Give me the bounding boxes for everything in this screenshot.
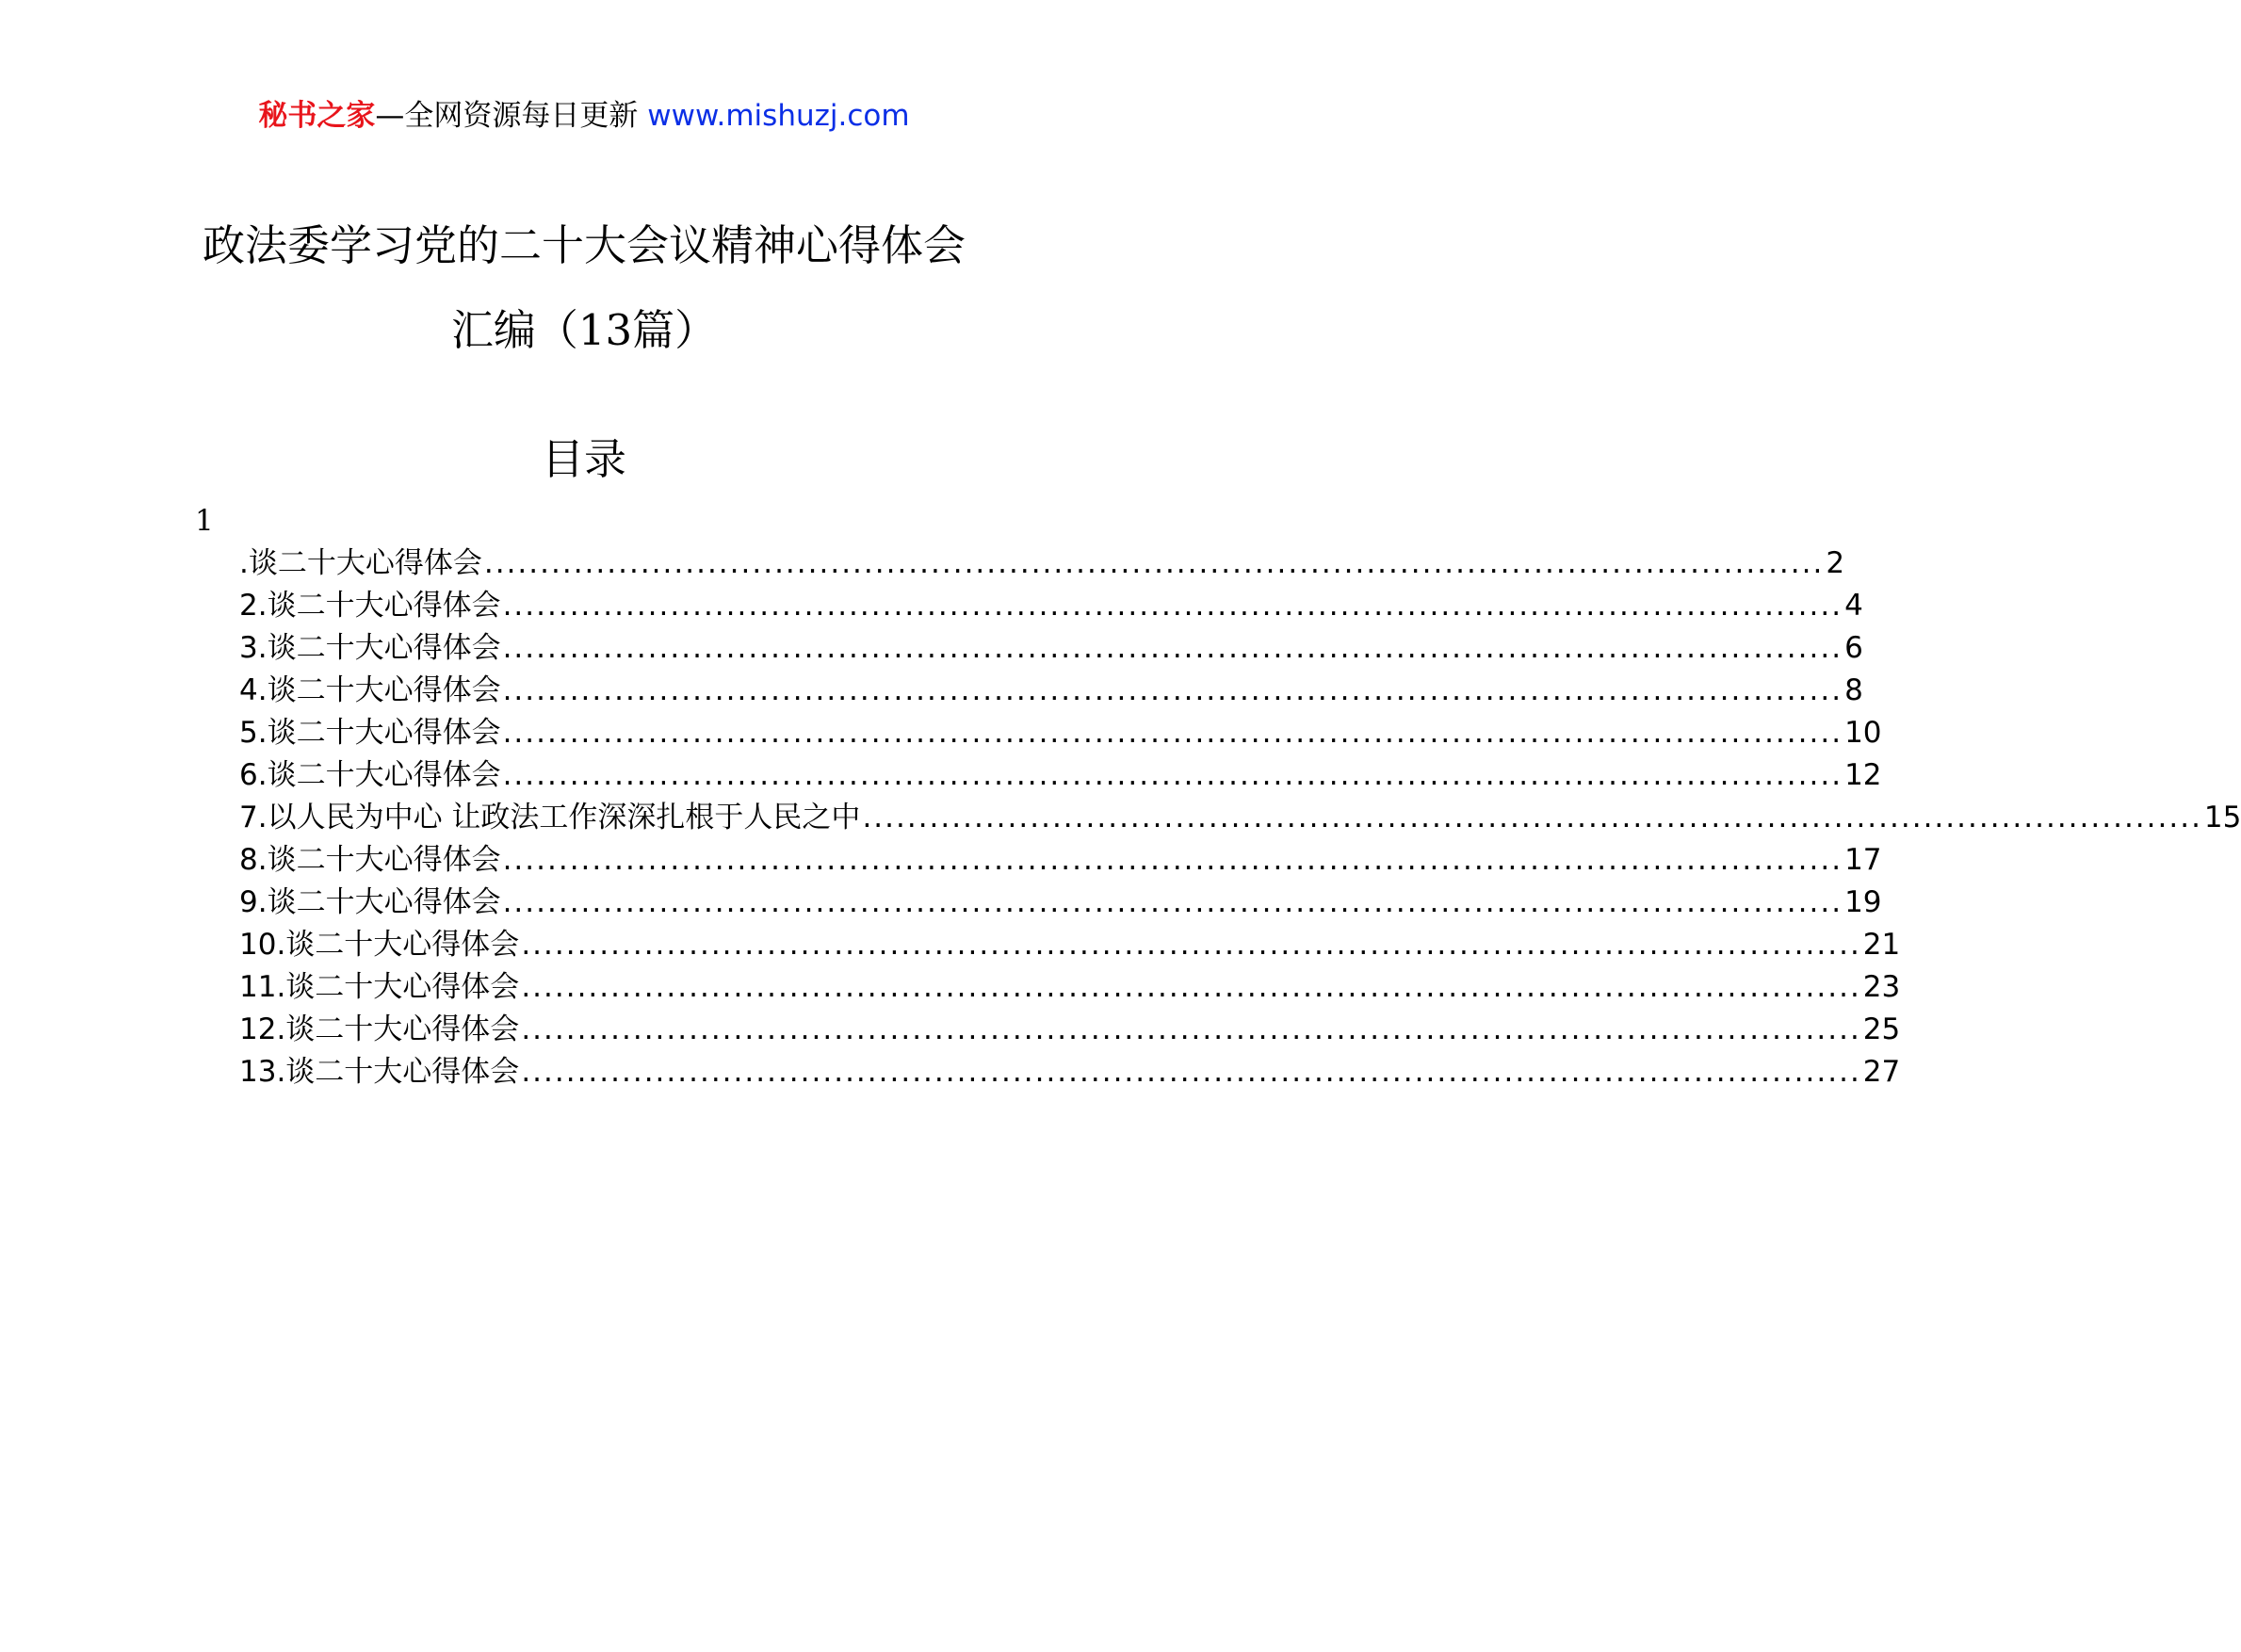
document-title-line-1: 政法委学习党的二十大会议精神心得体会 [202, 220, 966, 270]
toc-entry-page-number: 4 [1844, 589, 1863, 623]
document-title-line-2 [0, 300, 1168, 362]
toc-entry[interactable] [239, 543, 1845, 585]
toc-entry-title: 8.谈二十大心得体会 [239, 843, 501, 877]
toc-entry-title: 13.谈二十大心得体会 [239, 1055, 520, 1089]
toc-heading: 目录 [541, 434, 626, 484]
toc-entry-page-number: 6 [1844, 631, 1863, 665]
toc-entry[interactable] [239, 1009, 1901, 1051]
toc-dot-leader: ........................................................................................................................ [483, 546, 1825, 580]
toc-dot-leader: ........................................................................................................................ [521, 1012, 1861, 1046]
toc-entry-page-number: 12 [1844, 758, 1882, 792]
site-banner [0, 94, 1168, 138]
toc-list [239, 543, 2241, 1093]
toc-entry-page-number: 8 [1844, 673, 1863, 707]
site-url-link[interactable]: www.mishuzj.com [647, 99, 910, 133]
toc-entry-title: 2.谈二十大心得体会 [239, 589, 501, 623]
toc-entry-title: 5.谈二十大心得体会 [239, 716, 501, 750]
toc-dot-leader: ........................................................................................................................ [502, 758, 1843, 792]
toc-dot-leader: ........................................................................................................................ [521, 1055, 1861, 1089]
toc-entry-title: 9.谈二十大心得体会 [239, 885, 501, 919]
toc-entry-title: 7.以人民为中心 让政法工作深深扎根于人民之中 [239, 801, 861, 834]
toc-entry-page-number: 15 [2203, 801, 2241, 834]
toc-entry[interactable] [239, 924, 1901, 966]
toc-entry-title: 10.谈二十大心得体会 [239, 928, 520, 962]
brand-name: 秘书之家 [258, 99, 376, 133]
title-count: 13 [577, 305, 633, 355]
toc-entry-page-number: 27 [1862, 1055, 1901, 1089]
toc-dot-leader: ........................................................................................................................ [502, 673, 1843, 707]
toc-entry[interactable] [239, 839, 1882, 882]
toc-entry-page-number: 21 [1862, 928, 1901, 962]
toc-entry[interactable] [239, 585, 1863, 627]
toc-entry-page-number: 10 [1844, 716, 1882, 750]
toc-dot-leader: ........................................................................................................................ [502, 885, 1843, 919]
toc-entry-page-number: 2 [1826, 546, 1845, 580]
toc-entry[interactable] [239, 754, 1882, 797]
toc-entry-title: .谈二十大心得体会 [239, 546, 482, 580]
toc-entry-page-number: 19 [1844, 885, 1882, 919]
toc-dot-leader: ........................................................................................................................ [502, 631, 1843, 665]
toc-entry[interactable] [239, 966, 1901, 1009]
toc-entry[interactable] [239, 670, 1863, 712]
toc-entry[interactable] [239, 882, 1882, 924]
toc-entry-page-number: 17 [1844, 843, 1882, 877]
toc-entry[interactable] [239, 712, 1882, 754]
title-suffix: 篇） [632, 305, 718, 355]
toc-entry-title: 3.谈二十大心得体会 [239, 631, 501, 665]
toc-entry-title: 4.谈二十大心得体会 [239, 673, 501, 707]
toc-dot-leader: ........................................................................................................................ [521, 928, 1861, 962]
toc-dot-leader: ........................................................................................................................ [502, 843, 1843, 877]
toc-entry-title: 11.谈二十大心得体会 [239, 970, 520, 1004]
toc-entry-title: 6.谈二十大心得体会 [239, 758, 501, 792]
toc-entry-page-number: 25 [1862, 1012, 1901, 1046]
toc-dot-leader: ........................................................................................................................ [502, 589, 1843, 623]
toc-entry[interactable] [239, 1051, 1901, 1093]
toc-dot-leader: ........................................................................................................................ [502, 716, 1843, 750]
title-prefix: 汇编（ [450, 305, 578, 355]
toc-entry-page-number: 23 [1862, 970, 1901, 1004]
toc-entry-title: 12.谈二十大心得体会 [239, 1012, 520, 1046]
toc-entry[interactable] [239, 627, 1863, 670]
brand-slogan: —全网资源每日更新 [375, 99, 639, 133]
toc-dot-leader: ........................................................................................................................ [521, 970, 1861, 1004]
toc-entry[interactable] [239, 797, 2241, 839]
toc-lead-number: 1 [195, 504, 214, 538]
toc-dot-leader: ........................................................................................................................ [862, 801, 2202, 834]
